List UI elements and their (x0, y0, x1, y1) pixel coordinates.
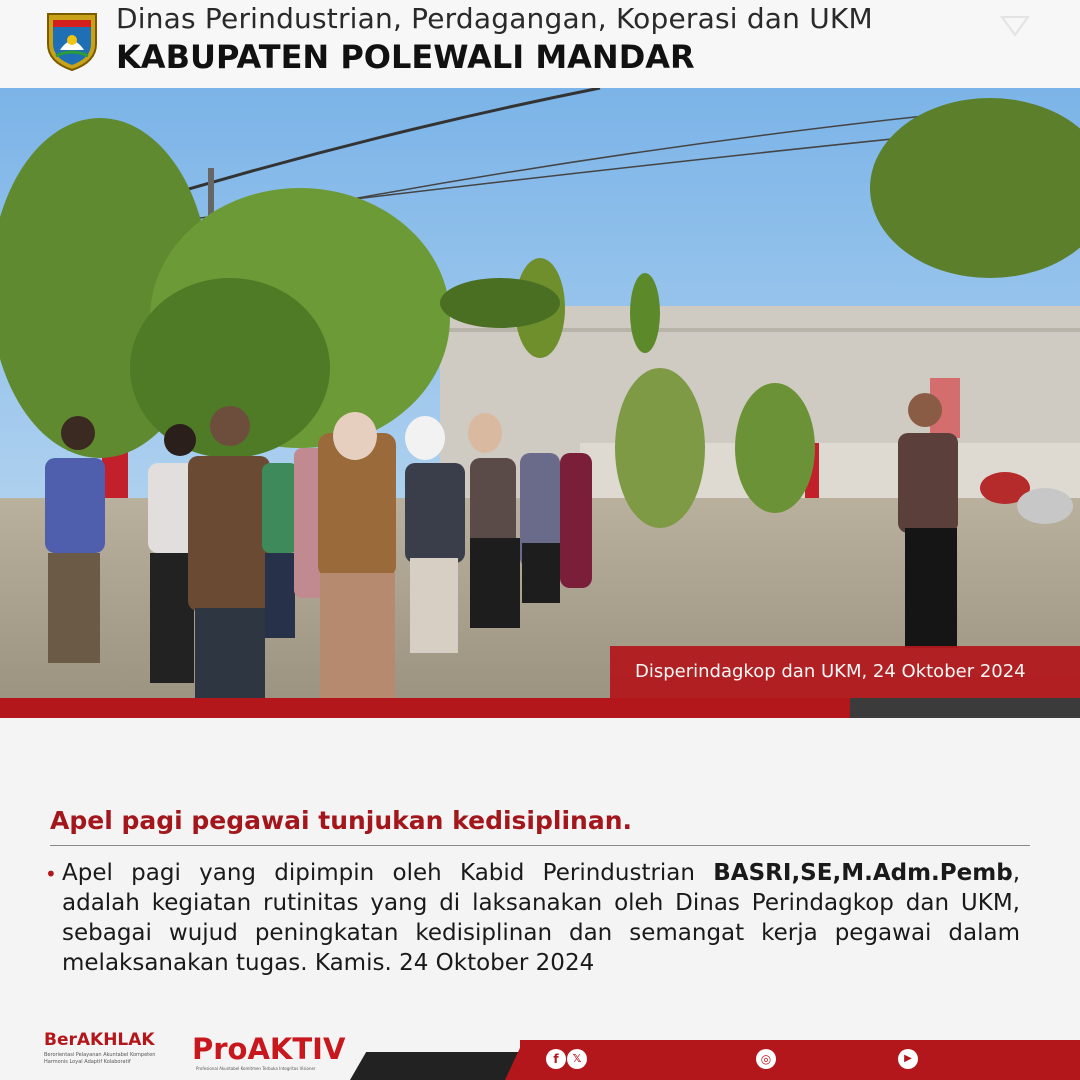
divider (50, 845, 1030, 846)
facebook-icon[interactable]: f (546, 1049, 566, 1069)
bullet-icon: • (45, 862, 57, 886)
instagram-icon[interactable]: ◎ (756, 1049, 776, 1069)
accent-bar-red (0, 698, 850, 718)
body-text-end: , adalah kegiatan rutinitas yang di laksanakan oleh Dinas Perindagkop dan UKM, sebagai wujud peningkatan kedisiplinan dan semangat kerja pegawai dalam melaksanakan tugas. Kamis. 24 Oktober 2024 (62, 860, 1020, 976)
article-title: Apel pagi pegawai tunjukan kedisiplinan. (50, 806, 632, 835)
chevron-down-icon (1000, 14, 1030, 38)
footer-stripe-red (520, 1040, 1080, 1080)
regency-crest-logo (44, 10, 100, 72)
youtube-icon[interactable]: ▶ (898, 1049, 918, 1069)
leader-name: BASRI,SE,M.Adm.Pemb (713, 860, 1013, 886)
proaktiv-logo: ProAKTIV (192, 1032, 346, 1066)
regency-name: KABUPATEN POLEWALI MANDAR (116, 38, 695, 76)
header-banner (0, 0, 1080, 88)
accent-bar-dark (850, 698, 1080, 718)
agency-name: Dinas Perindustrian, Perdagangan, Koperasi dan UKM (116, 2, 873, 35)
berakhlak-logo: BerAKHLAK (44, 1030, 155, 1050)
berakhlak-tagline: Berorientasi Pelayanan Akuntabel Kompeten Harmonis Loyal Adaptif Kolaboratif (44, 1052, 156, 1065)
proaktiv-tagline: Profesional Akuntabel Komitmen Terbuka Integritas Visioner (196, 1066, 316, 1071)
x-icon[interactable]: 𝕏 (567, 1049, 587, 1069)
body-text-start: Apel pagi yang dipimpin oleh Kabid Perindustrian (62, 860, 714, 886)
event-photo (0, 88, 1080, 698)
article-body (62, 858, 1020, 978)
photo-caption: Disperindagkop dan UKM, 24 Oktober 2024 (610, 646, 1080, 698)
